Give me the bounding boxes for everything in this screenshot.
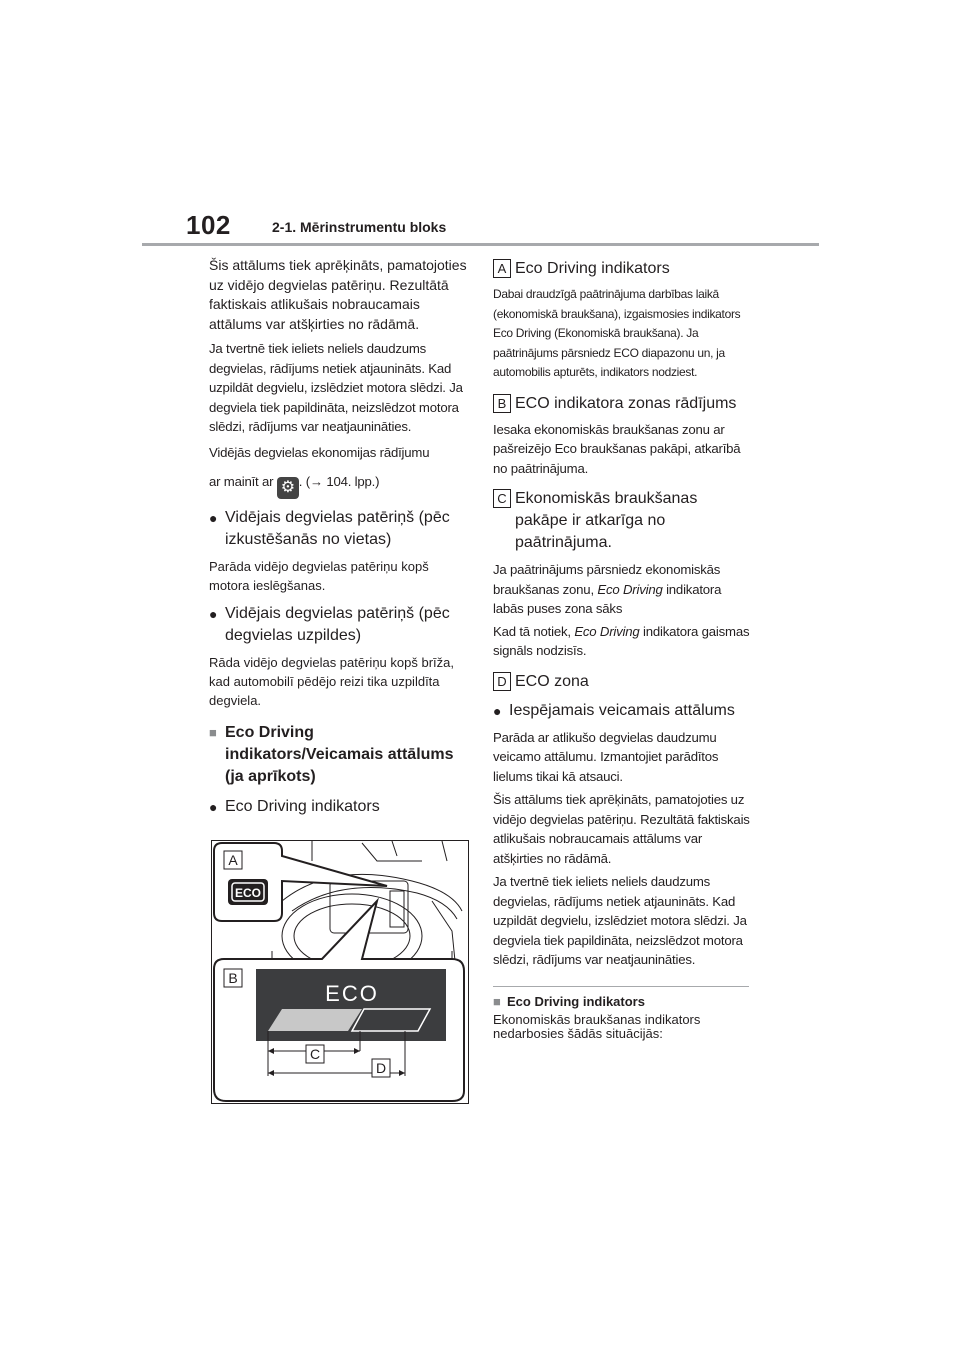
item-a-description: Dabai draudzīgā paātrinājuma darbības laikā (ekonomiskā braukšana), izgaismosies indikators Eco Driving (Ekonomiskā braukšana). Ja paātrinājums pārsniedz ECO diapazonu un, ja automobilis apturēts, indikators nodziest. xyxy=(493,287,741,380)
callout-a-bubble xyxy=(214,843,387,921)
left-paragraph-3 xyxy=(209,443,469,500)
callout-b-label: B xyxy=(228,970,238,986)
item-c-description-2 xyxy=(493,622,753,661)
section-heading xyxy=(209,722,469,788)
bullet-item xyxy=(209,507,469,551)
left-paragraph-2: Ja tvertnē tiek ieliets neliels daudzums degvielas, rādījums netiek atjaunināts. Kad uzpildāt degvielu, izslēdziet motora slēdzi. Ja degviela tiek papildināta, neizslēdzot motora slēdzi, rādījums var neatjaunināties. xyxy=(209,341,463,434)
bullet-description: Parāda ar atlikušo degvielas daudzumu veicamo attālumu. Izmantojiet parādītos lielums tikai kā atsauci. xyxy=(493,729,719,784)
page-number: 102 xyxy=(186,210,231,240)
note-heading xyxy=(493,993,753,1011)
letter-box-b: B xyxy=(493,394,511,413)
eco-bar-text: ECO xyxy=(325,981,379,1006)
bullet-dot-icon: ● xyxy=(493,702,502,719)
letter-box-a: A xyxy=(493,259,511,278)
text-run: indikatora gaismas signāls nodzisīs. xyxy=(493,623,750,659)
callout-d-label: D xyxy=(375,1060,387,1076)
header-rule xyxy=(142,243,819,246)
eco-badge-text: ECO xyxy=(234,886,262,900)
item-a-title xyxy=(493,258,753,279)
gear-icon: ⚙ xyxy=(277,477,299,499)
letter-box-c: C xyxy=(493,489,511,508)
letter-box-d: D xyxy=(493,672,511,691)
square-bullet-icon: ■ xyxy=(209,725,217,740)
item-a-title-text: Eco Driving indikators xyxy=(515,260,670,277)
item-b-title-text: ECO indikatora zonas rādījums xyxy=(515,394,737,412)
bullet-description: Parāda vidējo degvielas patēriņu kopš motora ieslēgšanas. xyxy=(209,559,429,593)
dashboard-illustration xyxy=(212,841,468,1103)
bullet-description: Rāda vidējo degvielas patēriņu kopš brīža, kad automobilī pēdējo reizi tika uzpildīta degviela. xyxy=(209,655,454,708)
item-c-description-1 xyxy=(493,560,753,619)
note-body: Ekonomiskās braukšanas indikators nedarbosies šādās situācijās: xyxy=(493,1011,701,1042)
bullet-text: Iespējamais veicamais attālums xyxy=(509,701,735,719)
item-c-title xyxy=(493,488,753,554)
text-run-italic: Eco Driving xyxy=(597,581,663,597)
left-paragraph-1: Šis attālums tiek aprēķināts, pamatojoties uz vidējo degvielas patēriņu. Rezultātā faktiskais atlikušais nobraucamais attālums var atšķirties no rādāmā. xyxy=(209,257,467,332)
text-run: indikatora labās puses zona sāks xyxy=(493,581,722,617)
left-column xyxy=(209,256,469,824)
left-paragraph-3-suffix: . (→ 104. lpp.) xyxy=(298,474,380,489)
text-run: Ja paātrinājums pārsniedz ekonomiskās braukšanas zonu, xyxy=(493,562,721,597)
item-d-title-text: ECO zona xyxy=(515,672,589,690)
text-run: Kad tā notiek, xyxy=(493,623,575,639)
right-paragraph-1: Šis attālums tiek aprēķināts, pamatojoties uz vidējo degvielas patēriņu. Rezultātā faktiskais atlikušais nobraucamais attālums var atšķirties no rādāmā. xyxy=(493,792,750,866)
left-paragraph-3-prefix: ar mainīt ar xyxy=(209,474,274,489)
left-paragraph-3-line1: Vidējās degvielas ekonomijas rādījumu xyxy=(209,444,430,460)
item-c-title-text: Ekonomiskās braukšanas pakāpe ir atkarīga no paātrinājuma. xyxy=(515,490,698,552)
callout-a-label: A xyxy=(228,852,238,868)
section-title: 2-1. Mērinstrumentu bloks xyxy=(272,219,447,235)
bullet-text: Eco Driving indikators xyxy=(225,798,380,815)
note-heading-text: Eco Driving indikators xyxy=(507,993,645,1009)
bullet-text: Vidējais degvielas patēriņš (pēc degvielas uzpildes) xyxy=(225,605,450,644)
bullet-text: Vidējais degvielas patēriņš (pēc izkustēšanās no vietas) xyxy=(225,509,450,548)
eco-indicator-figure xyxy=(211,840,469,1104)
square-bullet-icon: ■ xyxy=(493,993,501,1009)
bullet-dot-icon: ● xyxy=(209,510,218,526)
item-b-title xyxy=(493,393,753,414)
section-heading-text: Eco Driving indikators/Veicamais attālums (ja aprīkots) xyxy=(225,724,454,785)
bullet-item xyxy=(209,603,469,647)
item-b-description: Iesaka ekonomiskās braukšanas zonu ar pašreizējo Eco braukšanas pakāpi, atkarībā no paātrinājuma. xyxy=(493,421,741,476)
item-d-title xyxy=(493,671,753,692)
callout-b-bubble xyxy=(214,901,464,1101)
bullet-dot-icon: ● xyxy=(209,799,218,815)
bullet-dot-icon: ● xyxy=(209,606,218,622)
bullet-item xyxy=(493,700,753,722)
note-divider xyxy=(493,986,749,987)
bullet-item xyxy=(209,796,469,818)
callout-c-label: C xyxy=(309,1046,321,1062)
right-paragraph-2: Ja tvertnē tiek ieliets neliels daudzums degvielas, rādījums netiek atjaunināts. Kad uzpildāt degvielu, izslēdziet motora slēdzi. Ja degviela tiek papildināta, neizslēdzot motora slēdzi, rādījums var neatjaunināties. xyxy=(493,874,747,968)
text-run-italic: Eco Driving xyxy=(574,623,640,639)
right-column xyxy=(493,256,753,1042)
